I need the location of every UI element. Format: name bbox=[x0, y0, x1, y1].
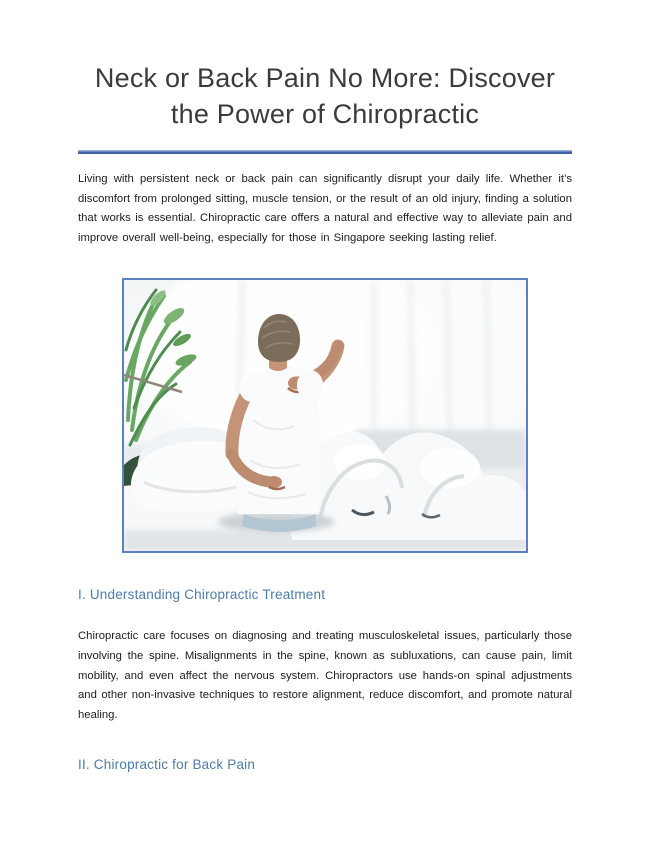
title-divider-rule bbox=[78, 150, 572, 154]
page-title: Neck or Back Pain No More: Discover the Power of Chiropractic bbox=[94, 63, 556, 129]
section-heading-1: I. Understanding Chiropractic Treatment bbox=[78, 587, 326, 603]
hero-image-illustration bbox=[124, 280, 526, 551]
section-heading-2: II. Chiropractic for Back Pain bbox=[78, 757, 256, 773]
hero-image bbox=[122, 278, 528, 553]
section-paragraph-1: Chiropractic care focuses on diagnosing and treating musculoskeletal issues, particularly those involving the spine. Misalignments in the spine, known as subluxations, can cause pain, limit mobility, and even affect the nervous system. Chiropractors use hands-on spinal adjustments and other non-invasive techniques to restore alignment, reduce discomfort, and promote natural healing. bbox=[78, 630, 572, 721]
intro-paragraph: Living with persistent neck or back pain can significantly disrupt your daily life. Whether it’s discomfort from prolonged sitting, muscle tension, or the result of an old injury, finding a solution that works is essential. Chiropractic care offers a natural and effective way to alleviate pain and improve overall well-being, especially for those in Singapore seeking lasting relief. bbox=[78, 173, 572, 244]
